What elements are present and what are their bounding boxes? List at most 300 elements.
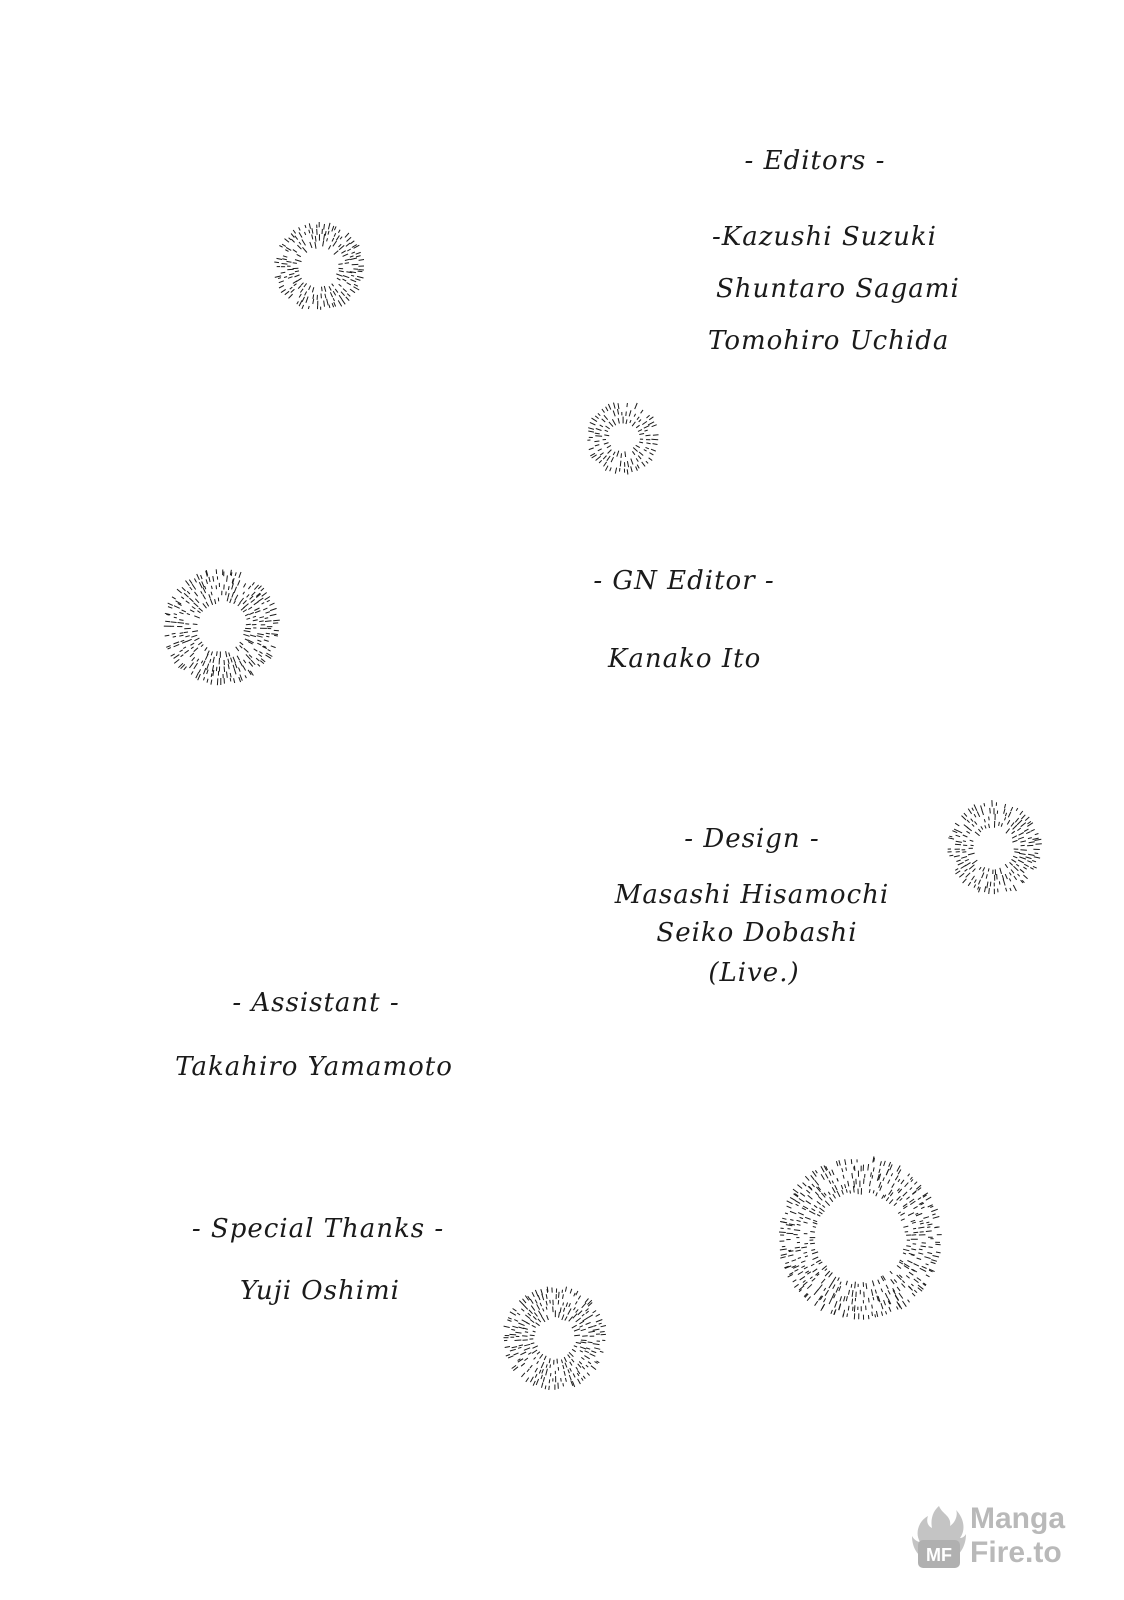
starburst-dash [832,1181,833,1184]
starburst-dash [230,678,231,681]
starburst-dash [842,1190,844,1195]
starburst-dash [909,1272,913,1275]
starburst-dash [883,1177,884,1181]
starburst-dash [931,1262,936,1264]
starburst-dash [637,465,639,469]
starburst-dash [1028,821,1031,824]
starburst-dash [580,1321,585,1324]
starburst-dash [576,1367,578,1370]
starburst-dash [243,610,247,613]
starburst-dash [890,1271,892,1274]
starburst-dash [810,1243,815,1244]
starburst-dash [1021,815,1025,819]
flame-mf-logo-icon [912,1504,966,1570]
starburst-dash [973,869,976,872]
starburst-dash [1009,873,1011,876]
starburst-dash [641,410,643,413]
starburst-dash [790,1220,793,1221]
starburst-dash [243,592,245,595]
starburst-dash [913,1228,916,1229]
starburst-dash [1026,832,1030,834]
starburst-dash [192,607,196,609]
starburst-dash [201,575,203,579]
starburst-dash [265,621,272,622]
starburst-dash [900,1198,903,1200]
starburst-dash [330,292,332,297]
starburst-dash [561,1378,562,1382]
starburst-dash [590,1354,596,1357]
starburst-dash [249,662,253,667]
starburst-dash [869,1298,870,1303]
starburst-dash [357,276,363,278]
starburst-dash [1012,836,1017,839]
starburst-dash [793,1189,798,1193]
starburst-dash [804,1252,808,1253]
starburst-dash [805,1176,809,1180]
starburst-dash [504,1326,510,1327]
starburst-dash [282,244,286,246]
starburst-dash [329,286,331,290]
starburst-dash [911,1220,915,1221]
starburst-dash [999,881,1000,884]
starburst-dash [271,646,276,648]
starburst-dash [807,1272,811,1274]
starburst-dash [189,663,193,668]
starburst-dash [824,1298,826,1302]
starburst-dash [305,225,306,228]
starburst-dash [194,638,199,641]
starburst-dash [264,640,269,642]
starburst-dash [1024,829,1028,831]
starburst-dash [244,648,249,652]
starburst-dash [253,620,258,621]
starburst-dash [825,1174,828,1179]
starburst-dash [914,1264,919,1267]
starburst-dash [1013,825,1017,829]
starburst-dash [789,1273,793,1275]
starburst-dash [817,1215,820,1217]
starburst-dash [179,612,183,613]
starburst-dash [189,598,193,602]
starburst-dash [198,642,202,645]
starburst-dash [846,1189,847,1192]
starburst-dash [813,1220,817,1222]
starburst-dash [605,430,608,431]
starburst-dash [570,1368,572,1371]
starburst-dash [1033,838,1039,839]
starburst-dash [875,1314,876,1317]
starburst-dash [963,835,968,837]
starburst-dash [851,1284,852,1288]
starburst-dash [971,819,973,822]
starburst-dash [908,1300,910,1303]
starburst-dash [234,678,235,683]
starburst-dash [194,648,198,652]
starburst-dash [254,602,259,605]
starburst-dash [833,1194,836,1198]
starburst-dash [505,1347,510,1348]
starburst-dash [334,302,336,306]
starburst-dash [510,1312,516,1316]
starburst-dash [832,1187,835,1193]
starburst-dash [588,1362,591,1364]
starburst-dash [646,435,651,436]
starburst-dash [613,411,615,417]
starburst-dash [964,813,967,816]
starburst-dash [838,1278,840,1281]
starburst-dash [565,1287,566,1292]
starburst-dash [806,1190,810,1193]
starburst-dash [259,621,264,622]
starburst-dash [537,1352,540,1355]
starburst-dash [234,669,236,675]
starburst-dash [576,1291,578,1295]
design-name: Masashi Hisamochi [614,880,890,910]
starburst-dash [963,841,966,842]
starburst-dash [291,239,294,242]
starburst-dash [596,429,602,431]
starburst-dash [790,1197,796,1200]
starburst-dash [540,1354,543,1358]
starburst-dash [305,292,307,296]
starburst-dash [240,642,243,645]
starburst-dash [297,301,299,304]
starburst-dash [578,1311,582,1315]
starburst-dash [895,1176,898,1181]
starburst-dash [177,589,182,593]
starburst-dash [596,456,601,460]
starburst-dash [837,1191,840,1197]
starburst-dash [533,1316,536,1319]
starburst-dash [825,1269,827,1271]
starburst-dash [899,1293,903,1299]
starburst-dash [788,1274,793,1277]
starburst-dash [646,443,650,444]
starburst-dash [226,592,227,596]
starburst-dash [588,428,594,430]
starburst-dash [972,876,975,880]
starburst-dash [972,860,977,864]
starburst-dash [921,1246,926,1247]
starburst-dash [183,647,186,649]
starburst-dash [906,1197,909,1200]
starburst-dash [247,594,250,597]
starburst-dash [517,1313,520,1315]
starburst-dash [884,1300,886,1305]
starburst-dash [304,283,307,287]
starburst-dash [595,433,600,434]
starburst-dash [897,1266,901,1269]
starburst-dash [589,448,594,450]
starburst-dash [545,1386,546,1390]
starburst-dash [970,840,974,841]
starburst-dash [293,230,295,233]
starburst-dash [544,1356,546,1360]
starburst-dash [997,874,998,879]
starburst-dash [168,607,172,609]
starburst-dash [172,597,176,599]
starburst-dash [261,588,264,591]
starburst-dash [605,466,608,471]
starburst-dash [869,1189,870,1193]
starburst-dash [1005,813,1006,816]
starburst-dash [979,867,981,870]
starburst-dash [899,1262,903,1264]
starburst-dash [332,303,334,307]
starburst-dash [524,1348,530,1351]
starburst-dash [866,1283,867,1289]
starburst-dash [876,1311,877,1317]
starburst-dash [982,810,984,815]
starburst-dash [297,245,301,249]
starburst-dash [1006,829,1010,834]
starburst-dash [955,871,960,874]
starburst-dash [952,831,957,833]
starburst-dash [541,1316,545,1322]
starburst-dash [649,417,653,420]
starburst-dash [989,888,990,894]
starburst-dash [875,1290,876,1294]
starburst-dash [852,1173,853,1179]
starburst-dash [173,636,176,637]
starburst-dash [812,1171,816,1177]
starburst-dash [825,1271,830,1276]
starburst-dash [878,1280,880,1284]
starburst-dash [579,1362,582,1365]
starburst-dash [580,1342,586,1343]
starburst-dash [187,639,192,641]
starburst-dash [785,1262,789,1263]
starburst-dash [585,1351,589,1353]
starburst-dash [526,1378,529,1382]
starburst-dash [600,1332,605,1333]
starburst-dash [354,287,360,290]
starburst-dash [888,1290,890,1294]
starburst-dash [842,1168,843,1172]
starburst-dash [244,583,246,587]
starburst-dash [234,587,236,593]
starburst-dash [817,1201,821,1204]
starburst-dash [346,297,349,301]
starburst-dash [293,250,297,253]
starburst-dash [550,1300,551,1304]
starburst-dash [199,582,202,588]
editors-heading: - Editors - [744,146,886,176]
starburst-dash [802,1208,806,1210]
starburst-dash [315,242,316,249]
starburst-dash [546,1307,547,1310]
starburst-dash [299,294,301,298]
starburst-dash [539,1311,542,1316]
starburst-dash [881,1312,882,1316]
starburst-dash [332,284,334,287]
starburst-dash [165,635,170,636]
starburst-dash [886,1311,887,1314]
starburst-dash [586,1322,591,1324]
starburst-dash [199,608,203,611]
starburst-dash [190,610,194,612]
starburst-dash [805,1217,811,1219]
starburst-dash [574,1307,576,1310]
starburst-dash [532,1292,534,1297]
starburst-dash [1026,857,1032,859]
starburst-dash [569,1303,571,1307]
starburst-dash [1014,866,1019,871]
starburst-dash [638,456,641,459]
starburst-dash [965,859,969,861]
starburst-dash [240,661,243,666]
starburst-dash [956,835,961,837]
starburst-dash [239,668,241,672]
starburst-dash [603,456,606,460]
starburst-dash [184,593,188,597]
starburst-dash [191,647,194,649]
starburst-dash [634,414,636,417]
starburst-dash [182,641,187,643]
starburst-dash [335,289,338,293]
starburst-dash [920,1221,924,1222]
starburst-dash [797,1220,801,1221]
watermark-logo [912,1502,1102,1572]
starburst-dash [781,1254,787,1255]
starburst-dash [287,269,293,270]
starburst-dash [299,232,302,237]
starburst-dash [829,1282,833,1288]
starburst-dash [238,603,240,606]
starburst-dash [890,1192,893,1196]
starburst-dash [529,1310,533,1314]
starburst-dash [301,283,303,285]
starburst-dash [587,1373,590,1376]
starburst-dash [192,584,196,589]
starburst-dash [179,635,183,636]
starburst-dash [985,886,986,892]
starburst-dash [207,664,209,670]
starburst-dash [174,644,180,646]
starburst-dash [1028,838,1032,839]
starburst-icon [585,400,661,476]
starburst-dash [514,1320,518,1322]
starburst-dash [927,1253,932,1254]
starburst-dash [1018,860,1024,863]
starburst-dash [262,593,267,597]
starburst-dash [801,1247,807,1248]
starburst-dash [650,453,654,455]
starburst-dash [961,857,967,859]
starburst-dash [989,824,990,828]
starburst-dash [559,1292,560,1298]
starburst-dash [796,1250,801,1251]
starburst-dash [886,1285,888,1289]
starburst-dash [329,245,331,249]
starburst-dash [936,1252,941,1253]
starburst-dash [224,667,225,673]
starburst-icon [946,800,1042,896]
starburst-dash [607,456,610,461]
starburst-dash [927,1227,930,1228]
starburst-dash [593,1325,596,1326]
starburst-dash [559,1312,560,1318]
starburst-dash [891,1173,892,1176]
starburst-dash [275,276,281,278]
starburst-dash [340,237,342,240]
starburst-dash [795,1201,800,1204]
starburst-dash [800,1193,805,1197]
starburst-dash [197,611,200,613]
design-heading: - Design - [684,824,820,854]
starburst-dash [790,1211,796,1213]
starburst-dash [178,623,185,624]
starburst-dash [889,1307,891,1312]
starburst-dash [902,1281,904,1283]
starburst-dash [813,1227,816,1228]
starburst-dash [982,873,984,879]
starburst-dash [574,1293,576,1296]
starburst-dash [308,306,309,309]
starburst-dash [1011,822,1014,826]
starburst-dash [963,879,967,883]
starburst-dash [651,449,656,451]
starburst-dash [228,659,229,664]
starburst-dash [594,1348,600,1350]
starburst-dash [644,426,650,429]
starburst-dash [912,1293,915,1296]
starburst-dash [271,634,278,635]
starburst-dash [350,258,357,260]
starburst-dash [607,445,611,447]
editor-name: -Kazushi Suzuki [712,222,937,252]
starburst-dash [546,1364,547,1367]
starburst-dash [584,1356,589,1359]
starburst-dash [815,1180,819,1185]
starburst-dash [824,1288,826,1291]
starburst-dash [232,583,234,589]
starburst-dash [257,643,261,645]
starburst-dash [345,263,349,264]
starburst-dash [542,1383,543,1388]
starburst-dash [984,819,985,822]
starburst-dash [514,1353,519,1355]
starburst-dash [351,275,354,276]
starburst-dash [550,1365,551,1368]
starburst-dash [168,648,171,649]
starburst-dash [854,1181,855,1188]
starburst-dash [618,409,619,415]
starburst-dash [974,805,977,811]
starburst-dash [201,591,203,594]
starburst-dash [968,882,971,886]
starburst-dash [577,1373,579,1376]
starburst-dash [833,1277,836,1282]
starburst-dash [600,425,603,427]
starburst-dash [988,868,989,871]
starburst-dash [563,1294,564,1299]
starburst-dash [845,1184,846,1188]
starburst-dash [282,259,287,260]
starburst-dash [590,453,595,456]
starburst-dash [184,650,188,653]
starburst-dash [809,1211,815,1214]
starburst-dash [831,1310,833,1314]
starburst-dash [336,274,342,276]
starburst-dash [819,1208,824,1212]
starburst-dash [515,1332,521,1333]
starburst-dash [562,1315,564,1321]
starburst-dash [279,281,284,283]
starburst-dash [967,820,970,823]
starburst-dash [213,657,214,663]
starburst-dash [914,1206,918,1208]
